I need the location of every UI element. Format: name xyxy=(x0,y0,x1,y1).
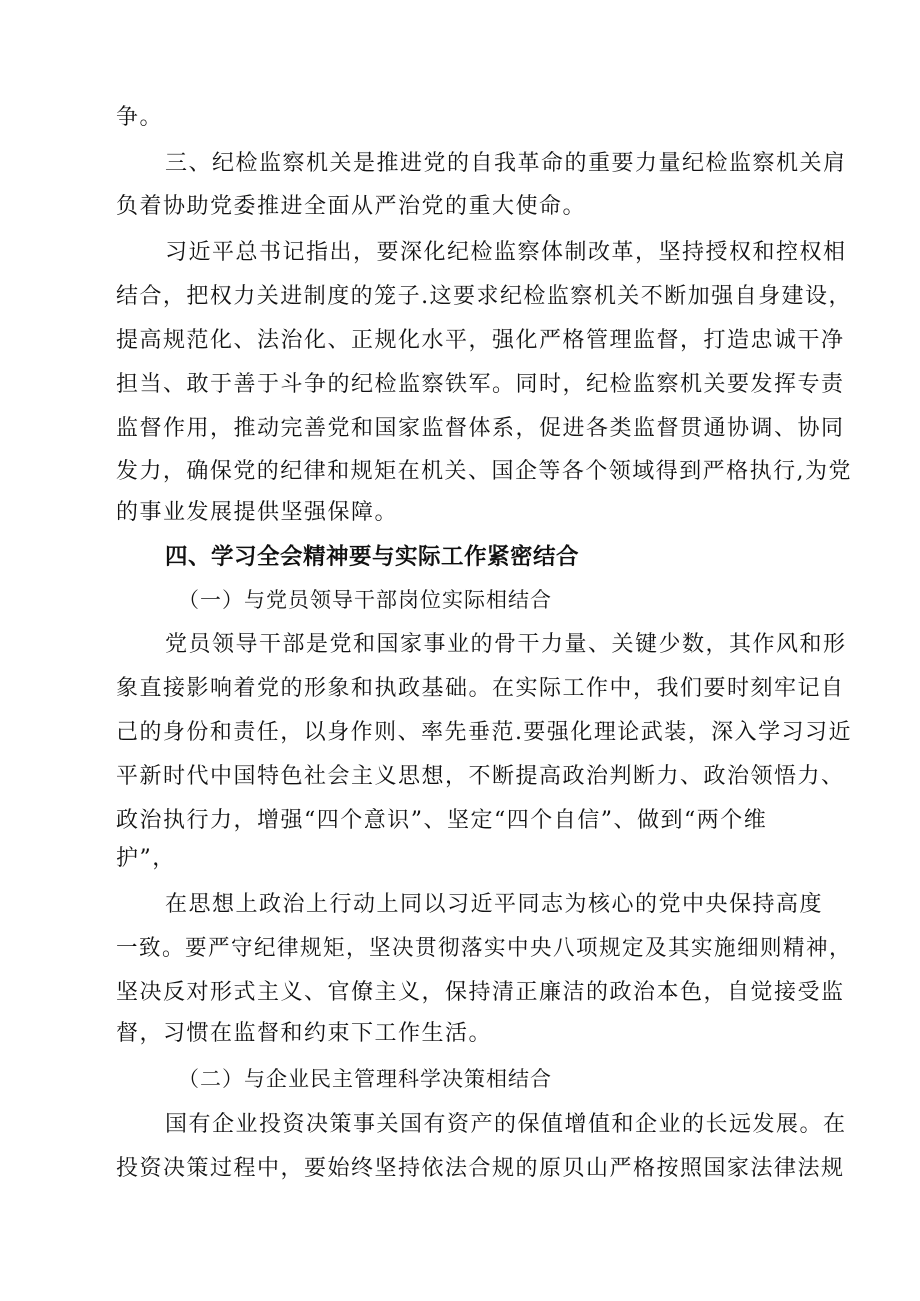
text-line: 己的身份和责任，以身作则、率先垂范.要强化理论武装，深入学习习近 xyxy=(116,720,852,745)
subsection-two-heading: （二）与企业民主管理科学决策相结合 xyxy=(178,1067,552,1091)
text-line: 坚决反对形式主义、官僚主义，保持清正廉洁的政治本色，自觉接受监 xyxy=(116,980,845,1005)
text-line: 国有企业投资决策事关国有资产的保值增值和企业的长远发展。在 xyxy=(165,1112,847,1137)
text-line: 的事业发展提供坚强保障。 xyxy=(116,500,399,525)
text-line: 政治执行力，增强“四个意识”、坚定“四个自信”、做到“两个维 xyxy=(116,808,768,833)
text-line: 发力，确保党的纪律和规矩在机关、国企等各个领域得到严格执行,为党 xyxy=(116,459,852,484)
text-line: 负着协助党委推进全面从严治党的重大使命。 xyxy=(116,194,587,219)
text-line: 结合，把权力关进制度的笼子.这要求纪检监察机关不断加强自身建设， xyxy=(116,284,852,309)
text-line: 提高规范化、法治化、正规化水平，强化严格管理监督，打造忠诚干净 xyxy=(116,328,845,353)
text-line: 党员领导干部是党和国家事业的骨干力量、关键少数，其作风和形 xyxy=(165,632,847,657)
section-four-heading: 四、学习全会精神要与实际工作紧密结合 xyxy=(165,544,580,570)
text-line: 护”， xyxy=(116,846,176,871)
section-three-line: 三、纪检监察机关是推进党的自我革命的重要力量纪检监察机关肩 xyxy=(165,151,847,176)
text-line: 争。 xyxy=(116,105,164,130)
text-line: 监督作用，推动完善党和国家监督体系，促进各类监督贯通协调、协同 xyxy=(116,416,845,441)
text-line: 督，习惯在监督和约束下工作生活。 xyxy=(116,1021,493,1046)
text-line: 平新时代中国特色社会主义思想，不断提高政治判断力、政治领悟力、 xyxy=(116,764,845,789)
text-line: 在思想上政治上行动上同以习近平同志为核心的党中央保持高度 xyxy=(165,892,824,917)
text-line: 习近平总书记指出，要深化纪检监察体制改革，坚持授权和控权相 xyxy=(165,240,847,265)
text-line: 担当、敢于善于斗争的纪检监察铁军。同时，纪检监察机关要发挥专责 xyxy=(116,372,845,397)
text-line: 一致。要严守纪律规矩，坚决贯彻落实中央八项规定及其实施细则精神， xyxy=(116,936,852,961)
subsection-one-heading: （一）与党员领导干部岗位实际相结合 xyxy=(178,588,552,612)
text-line: 投资决策过程中，要始终坚持依法合规的原贝山严格按照国家法律法规 xyxy=(116,1156,845,1181)
text-line: 象直接影响着党的形象和执政基础。在实际工作中，我们要时刻牢记自 xyxy=(116,676,845,701)
